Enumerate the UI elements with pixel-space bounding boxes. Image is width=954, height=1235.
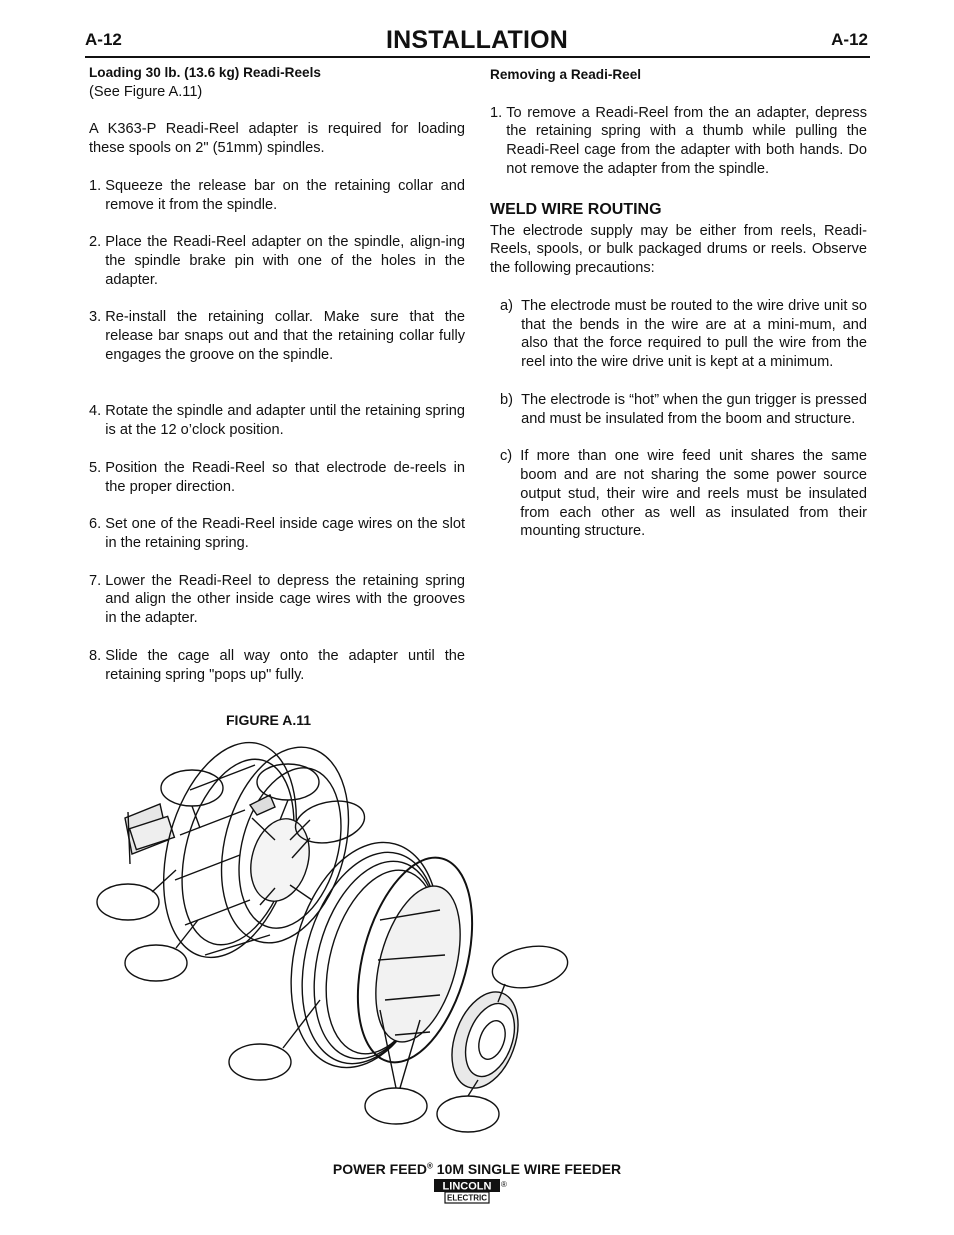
registered-mark: ® bbox=[426, 1161, 433, 1171]
product-suffix: 10M SINGLE WIRE FEEDER bbox=[432, 1161, 622, 1177]
callout-bubble bbox=[489, 941, 571, 994]
logo-text-top: LINCOLN bbox=[442, 1180, 492, 1193]
step-number: 7. bbox=[89, 572, 106, 589]
retaining-collar-illustration bbox=[440, 983, 531, 1097]
precaution-label: a) bbox=[500, 297, 522, 314]
step-number: 8. bbox=[89, 647, 106, 664]
precaution-c bbox=[490, 447, 867, 541]
precaution-b bbox=[490, 391, 867, 429]
step-text: Lower the Readi-Reel to depress the retaining spring and align the other inside cage wires with the grooves in the adapter. bbox=[105, 572, 465, 627]
loading-step-1 bbox=[89, 177, 465, 215]
loading-heading: Loading 30 lb. (13.6 kg) Readi-Reels bbox=[89, 65, 321, 80]
step-text: Position the Readi-Reel so that electrode de-reels in the proper direction. bbox=[105, 459, 465, 495]
step-text: Slide the cage all way onto the adapter until the retaining spring "pops up" fully. bbox=[105, 647, 465, 683]
precaution-label: c) bbox=[500, 448, 521, 465]
callout-bubble bbox=[229, 1044, 291, 1080]
step-number: 1. bbox=[490, 104, 507, 121]
product-prefix: POWER FEED bbox=[332, 1161, 427, 1177]
step-text: Rotate the spindle and adapter until the retaining spring is at the 12 o’clock position. bbox=[105, 403, 465, 439]
see-figure-ref: (See Figure A.11) bbox=[89, 83, 203, 100]
precaution-label: b) bbox=[500, 391, 522, 408]
page-title: INSTALLATION bbox=[385, 26, 568, 54]
step-number: 2. bbox=[89, 234, 106, 251]
lincoln-electric-logo bbox=[433, 1178, 509, 1205]
right-column bbox=[490, 66, 867, 541]
logo-text-bottom: ELECTRIC bbox=[447, 1193, 487, 1203]
page-number-left: A-12 bbox=[85, 30, 122, 49]
precaution-text: The electrode is “hot” when the gun trigger is pressed and must be insulated from the boom and structure. bbox=[521, 391, 867, 427]
callout-bubble bbox=[437, 1096, 499, 1132]
precaution-a bbox=[490, 297, 867, 372]
precaution-text: If more than one wire feed unit shares the same boom and are not sharing the some power source output stud, their wire and reels must be insulated from each other as well as insulated from their mounting structure. bbox=[520, 448, 867, 540]
loading-step-5 bbox=[89, 459, 465, 497]
loading-step-3 bbox=[89, 308, 465, 364]
weld-wire-routing-heading: WELD WIRE ROUTING bbox=[490, 200, 662, 218]
removing-heading: Removing a Readi-Reel bbox=[490, 67, 642, 82]
adapter-intro: A K363-P Readi-Reel adapter is required for loading these spools on 2" (51mm) spindles. bbox=[89, 121, 465, 157]
callout-bubble bbox=[365, 1088, 427, 1124]
step-number: 6. bbox=[89, 516, 106, 533]
figure-title: FIGURE A.11 bbox=[226, 712, 312, 728]
precaution-text: The electrode must be routed to the wire drive unit so that the bends in the wire are at a mini-mum, and also that the force required to pull the wire from the reel into the wire drive unit is kept at a minimum. bbox=[521, 297, 867, 371]
loading-step-6 bbox=[89, 515, 465, 553]
step-number: 3. bbox=[89, 309, 106, 326]
step-number: 5. bbox=[89, 459, 106, 476]
step-number: 4. bbox=[89, 403, 106, 420]
product-name bbox=[0, 1161, 954, 1177]
callout-bubble bbox=[97, 884, 159, 920]
loading-step-7 bbox=[89, 572, 465, 628]
step-text: Squeeze the release bar on the retaining collar and remove it from the spindle. bbox=[105, 177, 465, 213]
loading-step-8 bbox=[89, 647, 465, 685]
step-number: 1. bbox=[89, 177, 106, 194]
routing-intro: The electrode supply may be either from reels, Readi-Reels, spools, or bulk packaged drums or reels. Observe the following precautions: bbox=[490, 222, 867, 277]
removing-step-1 bbox=[490, 104, 867, 179]
page-number-right: A-12 bbox=[831, 30, 868, 49]
logo-registered-mark: ® bbox=[501, 1180, 507, 1189]
loading-step-2 bbox=[89, 233, 465, 289]
step-text: Set one of the Readi-Reel inside cage wires on the slot in the retaining spring. bbox=[105, 516, 465, 551]
header-rule bbox=[85, 56, 870, 58]
step-text: Re-install the retaining collar. Make sure that the release bar snaps out and that the retaining collar fully engages the groove on the spindle. bbox=[105, 309, 465, 363]
step-text: To remove a Readi-Reel from the an adapter, depress the retaining spring with a thumb while pulling the Readi-Reel cage from the adapter with both hands. Do not remove the adapter from the spindle. bbox=[506, 104, 867, 177]
left-column bbox=[89, 64, 465, 684]
callout-bubble bbox=[257, 764, 319, 800]
loading-step-4 bbox=[89, 402, 465, 440]
callout-bubble bbox=[125, 945, 187, 981]
spindle-illustration bbox=[125, 804, 174, 864]
callout-bubble bbox=[161, 770, 223, 806]
step-text: Place the Readi-Reel adapter on the spindle, align-ing the spindle brake pin with one of the holes in the adapter. bbox=[105, 234, 465, 288]
readi-reel-diagram bbox=[80, 740, 580, 1140]
